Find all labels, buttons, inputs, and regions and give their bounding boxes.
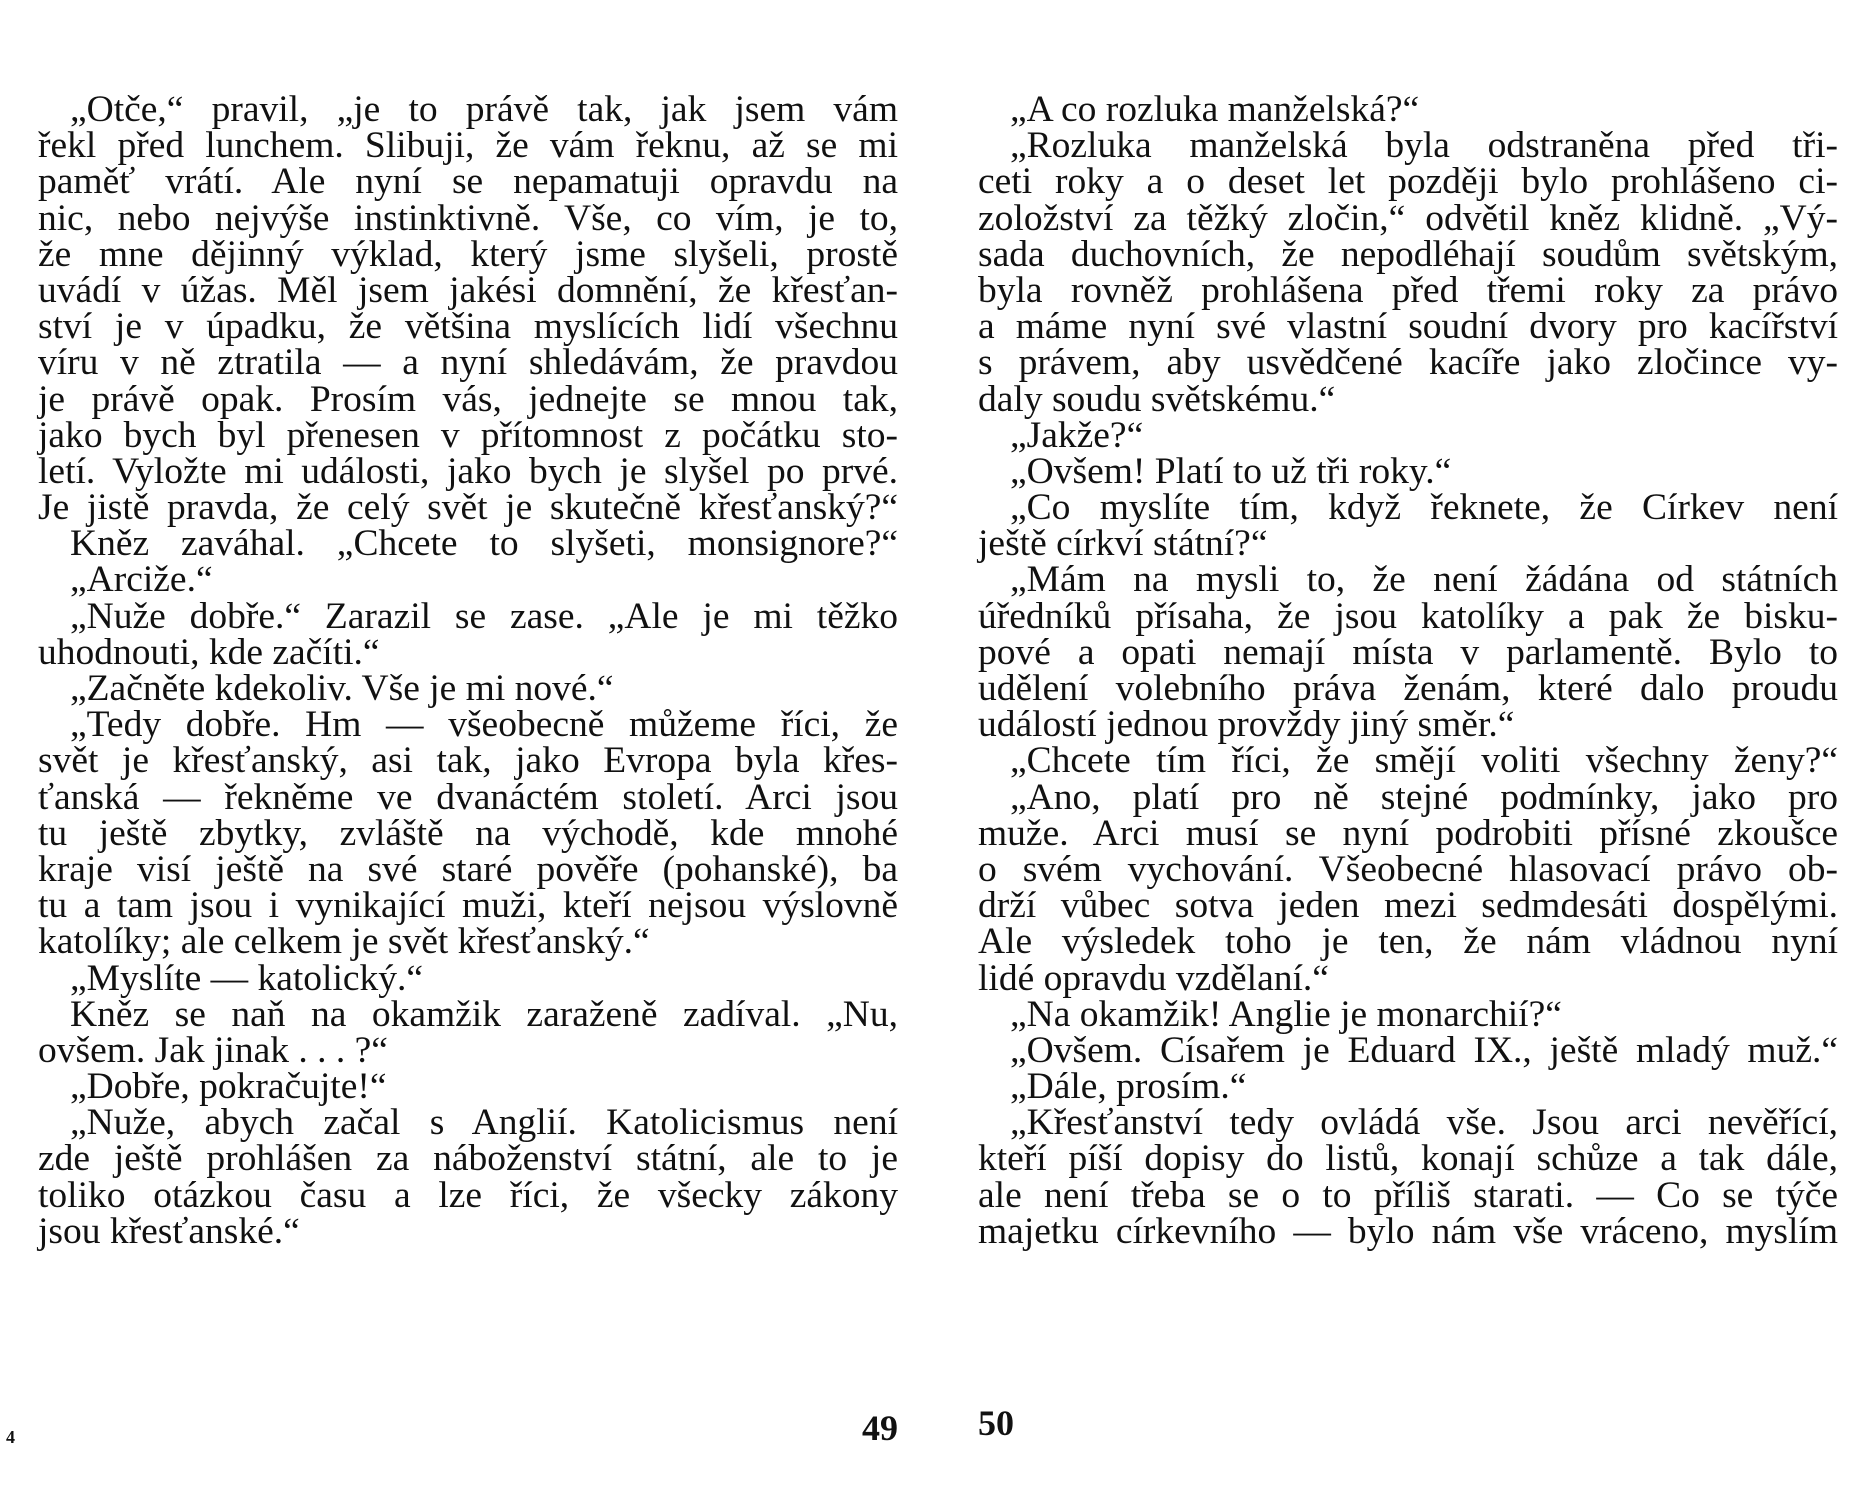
text-line: katolíky; ale celkem je svět křesťanský.“	[38, 921, 650, 963]
page-number-left: 49	[862, 1408, 898, 1448]
text-line: tu ještě zbytky, zvláště na východě, kde mnohé	[38, 812, 898, 854]
text-line: ceti roky a o deset let později bylo prohlášeno ci-	[978, 161, 1838, 203]
text-line: „Mám na mysli to, že není žádána od státních	[1010, 559, 1838, 601]
text-line: paměť vrátí. Ale nyní se nepamatuji opravdu na	[38, 161, 898, 203]
text-line: „Dobře, pokračujte!“	[70, 1066, 387, 1108]
text-line: majetku církevního — bylo nám vše vráceno, myslím	[978, 1210, 1838, 1252]
text-line: o svém vychování. Všeobecné hlasovací právo ob-	[978, 848, 1838, 890]
text-line: „Co myslíte tím, když řeknete, že Církev není	[1010, 487, 1838, 529]
text-line: „Dále, prosím.“	[1010, 1066, 1247, 1108]
text-line: „Rozluka manželská byla odstraněna před tři-	[1010, 125, 1838, 167]
right-page	[978, 89, 1838, 1252]
text-line: Je jistě pravda, že celý svět je skutečně křesťanský?“	[38, 487, 898, 529]
text-line: „Arciže.“	[70, 559, 213, 601]
text-line: „Nuže dobře.“ Zarazil se zase. „Ale je mi těžko	[70, 595, 898, 637]
text-line: ale není třeba se o to příliš starati. — Co se týče	[978, 1174, 1838, 1216]
text-line: „Myslíte — katolický.“	[70, 957, 424, 999]
text-line: že mne dějinný výklad, který jsme slyšeli, prostě	[38, 233, 898, 275]
text-line: byla rovněž prohlášena před třemi roky za právo	[978, 269, 1838, 311]
text-line: víru v ně ztratila — a nyní shledávám, že pravdou	[38, 342, 898, 384]
text-line: ství je v úpadku, že většina myslících lidí všechnu	[38, 306, 898, 348]
text-line: a máme nyní své vlastní soudní dvory pro kacířství	[978, 306, 1838, 348]
text-line: svět je křesťanský, asi tak, jako Evropa byla křes-	[38, 740, 898, 782]
text-line: úředníků přísaha, že jsou katolíky a pak že bisku-	[978, 595, 1838, 637]
text-line: nic, nebo nejvýše instinktivně. Vše, co vím, je to,	[38, 197, 898, 239]
text-line: je právě opak. Prosím vás, jednejte se mnou tak,	[38, 378, 898, 420]
text-line: Kněz zaváhal. „Chcete to slyšeti, monsignore?“	[70, 523, 898, 565]
text-line: „Křesťanství tedy ovládá vše. Jsou arci nevěřící,	[1010, 1102, 1838, 1144]
text-line: toliko otázkou času a lze říci, že všecky zákony	[38, 1174, 898, 1216]
text-line: zde ještě prohlášen za náboženství státní, ale to je	[38, 1138, 898, 1180]
text-line: jsou křesťanské.“	[38, 1210, 300, 1252]
text-line: tu a tam jsou i vynikající muži, kteří nejsou výslovně	[38, 885, 898, 927]
text-line: uvádí v úžas. Měl jsem jakési domnění, že křesťan-	[38, 269, 898, 311]
text-line: „Na okamžik! Anglie je monarchií?“	[1010, 993, 1562, 1035]
text-line: „Začněte kdekoliv. Vše je mi nové.“	[70, 668, 614, 709]
text-line: „Ano, platí pro ně stejné podmínky, jako pro	[1010, 776, 1838, 818]
text-line: drží vůbec sotva jeden mezi sedmdesáti dospělými.	[978, 885, 1838, 927]
left-page-text	[38, 89, 898, 1252]
page-number-right: 50	[978, 1403, 1014, 1443]
signature-mark: 4	[6, 1427, 15, 1447]
right-page-text	[978, 89, 1838, 1252]
text-line: ovšem. Jak jinak . . . ?“	[38, 1029, 388, 1071]
text-line: Kněz se naň na okamžik zaraženě zadíval. „Nu,	[70, 993, 898, 1035]
text-line: „A co rozluka manželská?“	[1010, 89, 1420, 130]
text-line: „Jakže?“	[1010, 414, 1144, 456]
text-line: „Tedy dobře. Hm — všeobecně můžeme říci, že	[70, 704, 898, 746]
text-line: ještě církví státní?“	[978, 523, 1268, 565]
text-line: Ale výsledek toho je ten, že nám vládnou nyní	[978, 921, 1838, 963]
text-line: s právem, aby usvědčené kacíře jako zločince vy-	[978, 342, 1838, 384]
text-line: událostí jednou provždy jiný směr.“	[978, 704, 1515, 746]
text-line: „Ovšem. Císařem je Eduard IX., ještě mladý muž.“	[1010, 1029, 1838, 1071]
left-page	[38, 89, 898, 1252]
text-line: pové a opati nemají místa v parlamentě. Bylo to	[978, 631, 1838, 673]
text-line: zoložství za těžký zločin,“ odvětil kněz klidně. „Vý-	[978, 197, 1838, 239]
text-line: řekl před lunchem. Slibuji, že vám řeknu, až se mi	[38, 125, 898, 167]
text-line: „Chcete tím říci, že smějí voliti všechny ženy?“	[1010, 740, 1838, 782]
text-line: daly soudu světskému.“	[978, 378, 1336, 420]
text-line: jako bych byl přenesen v přítomnost z počátku sto-	[38, 414, 898, 456]
text-line: letí. Vyložte mi události, jako bych je slyšel po prvé.	[38, 450, 898, 492]
text-line: muže. Arci musí se nyní podrobiti přísné zkoušce	[978, 812, 1838, 854]
text-line: udělení volebního práva ženám, které dalo proudu	[978, 668, 1838, 709]
text-line: sada duchovních, že nepodléhají soudům světským,	[978, 233, 1838, 275]
text-line: lidé opravdu vzdělaní.“	[978, 957, 1329, 999]
text-line: kteří píší dopisy do listů, konají schůze a tak dále,	[978, 1138, 1838, 1180]
text-line: „Ovšem! Platí to už tři roky.“	[1010, 450, 1452, 492]
text-line: ťanská — řekněme ve dvanáctém století. Arci jsou	[38, 776, 898, 818]
text-line: uhodnouti, kde začíti.“	[38, 631, 380, 673]
text-line: „Nuže, abych začal s Anglií. Katolicismus není	[70, 1102, 898, 1144]
text-line: kraje visí ještě na své staré pověře (pohanské), ba	[38, 848, 898, 890]
text-line: „Otče,“ pravil, „je to právě tak, jak jsem vám	[70, 89, 898, 130]
